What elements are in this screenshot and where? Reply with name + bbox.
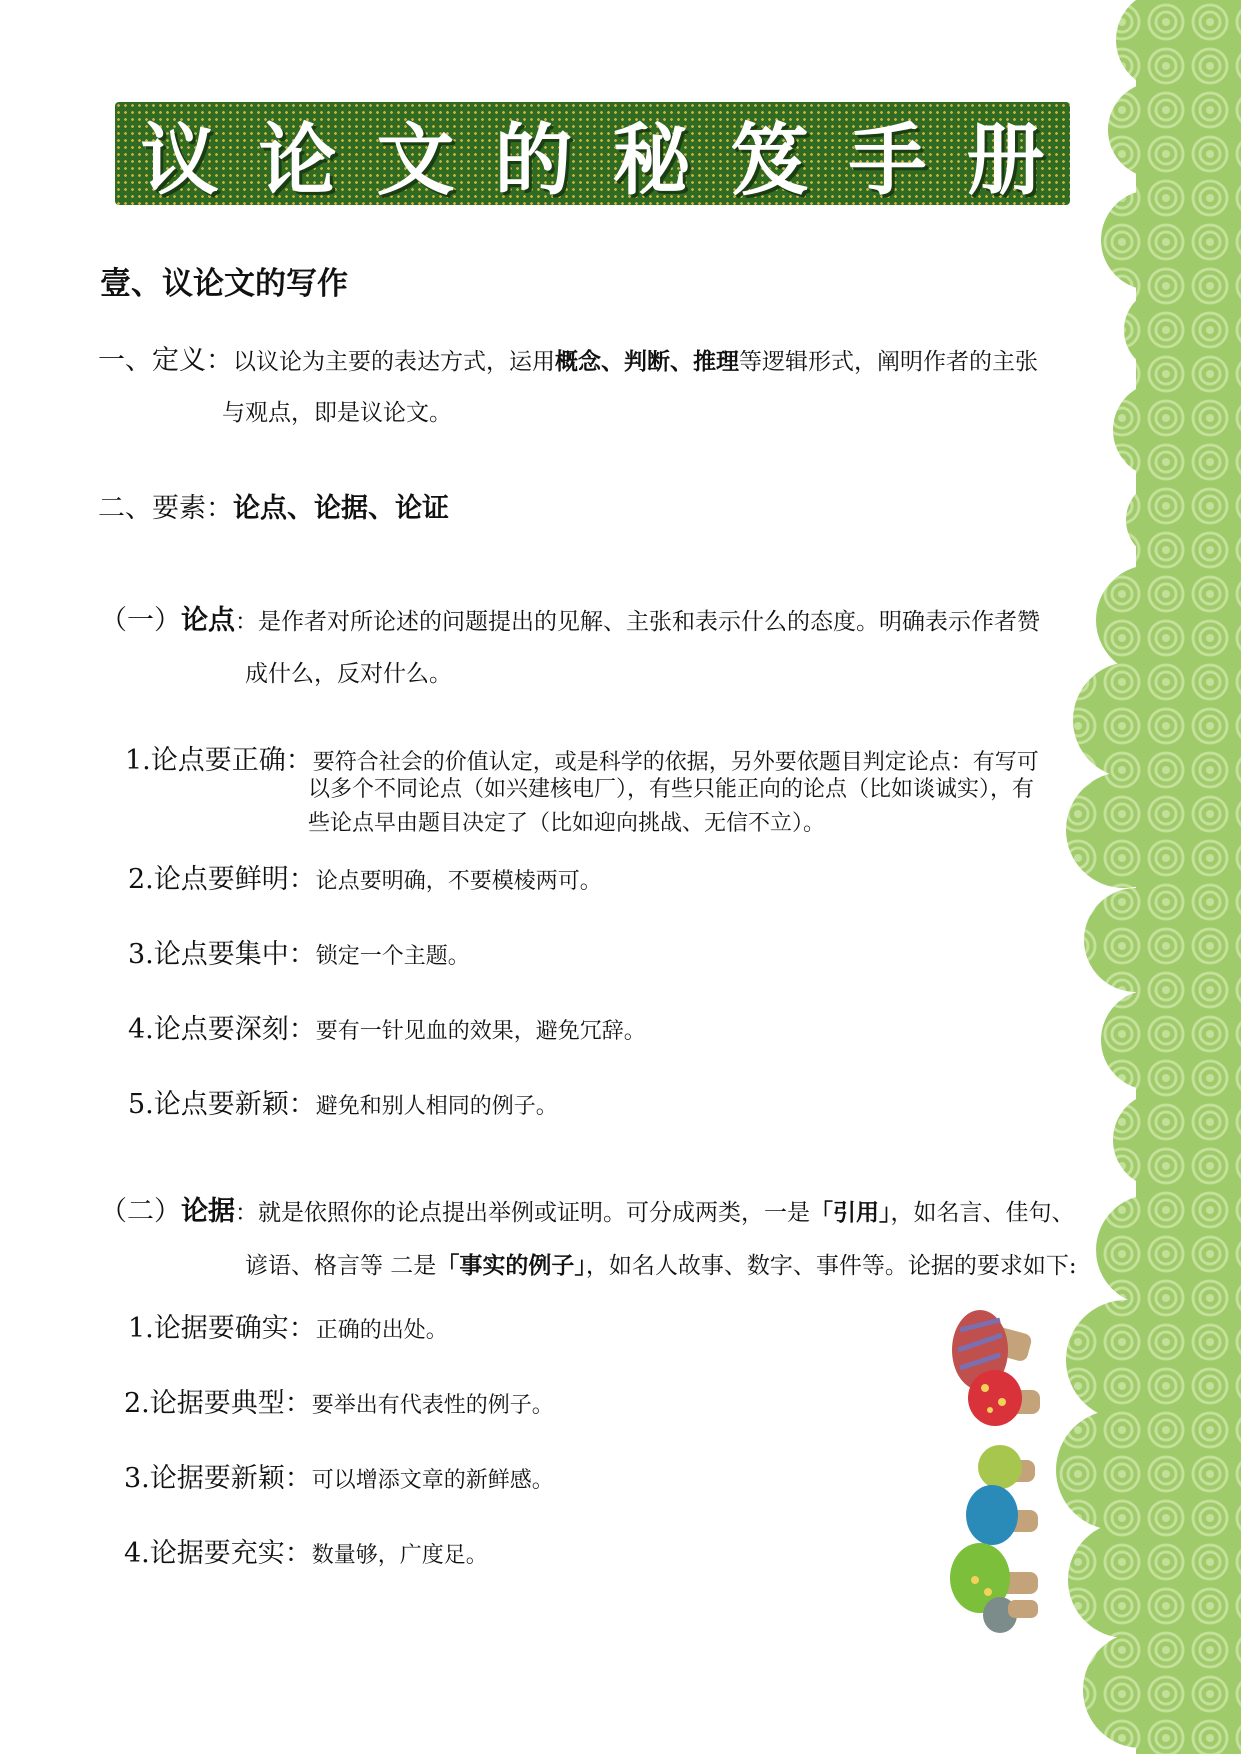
evidence-item-1 <box>128 1306 448 1345</box>
argument-item-text: 要有一针见血的效果，避免冗辞。 <box>315 1019 646 1044</box>
argument-item-text: 论点要明确，不要模棱两可。 <box>315 869 602 894</box>
evidence-line <box>100 1198 1075 1225</box>
definition-text-1: 以议论为主要的表达方式，运用 <box>233 349 555 375</box>
evidence-bold-1: 「引用」 <box>810 1200 891 1226</box>
argument-item-label: 2.论点要鲜明： <box>128 864 316 895</box>
evidence-title: 论据 <box>181 1196 235 1227</box>
foliage-border-decoration <box>1056 0 1241 1754</box>
evidence-colon: ： <box>235 1200 258 1226</box>
evidence-item-text: 数量够，广度足。 <box>311 1543 488 1568</box>
mushrooms-illustration <box>950 1310 1070 1655</box>
argument-item-1-line-2: 以多个不同论点（如兴建核电厂），有些只能正向的论点（比如谈诚实），有 <box>308 777 1035 802</box>
definition-line <box>98 347 1038 374</box>
argument-item-5 <box>128 1082 558 1121</box>
argument-item-1-line-3: 些论点早由题目决定了（比如迎向挑战、无信不立）。 <box>308 811 826 836</box>
argument-item-label: 5.论点要新颖： <box>128 1089 316 1120</box>
argument-item-text: 避免和别人相同的例子。 <box>315 1094 558 1119</box>
argument-title: 论点 <box>181 605 235 636</box>
evidence-item-3 <box>124 1456 554 1495</box>
argument-item-3 <box>128 932 470 971</box>
evidence-item-label: 1.论据要确实： <box>128 1313 316 1344</box>
evidence-item-2 <box>124 1381 554 1420</box>
evidence-text-2: ，如名言、佳句、 <box>890 1200 1075 1226</box>
elements-line <box>98 495 449 522</box>
title-banner <box>115 102 1085 206</box>
argument-line <box>100 607 1040 634</box>
argument-item-label: 1.论点要正确： <box>125 745 313 776</box>
evidence-item-label: 4.论据要充实： <box>124 1538 312 1569</box>
evidence-item-text: 要举出有代表性的例子。 <box>311 1393 554 1418</box>
definition-lead: 一、定义： <box>98 345 233 376</box>
evidence-cont-1: 谚语、格言等 二是 <box>245 1253 437 1279</box>
evidence-cont-2: ，如名人故事、数字、事件等。论据的要求如下: <box>585 1253 1077 1279</box>
argument-item-text: 要符合社会的价值认定，或是科学的依据，另外要依题目判定论点：有写可 <box>312 750 1039 775</box>
definition-bold: 概念、判断、推理 <box>555 349 739 375</box>
argument-item-2 <box>128 857 602 896</box>
elements-lead: 二、要素： <box>98 493 233 524</box>
argument-item-label: 3.论点要集中： <box>128 939 316 970</box>
evidence-item-4 <box>124 1531 488 1570</box>
evidence-continuation <box>245 1255 1077 1278</box>
argument-continuation: 成什么，反对什么。 <box>245 661 452 687</box>
argument-lead: （一） <box>100 605 181 636</box>
argument-item-label: 4.论点要深刻： <box>128 1014 316 1045</box>
evidence-item-text: 可以增添文章的新鲜感。 <box>311 1468 554 1493</box>
argument-text: 是作者对所论述的问题提出的见解、主张和表示什么的态度。明确表示作者赞 <box>258 609 1040 635</box>
evidence-item-label: 2.论据要典型： <box>124 1388 312 1419</box>
evidence-item-text: 正确的出处。 <box>315 1318 448 1343</box>
argument-item-text: 锁定一个主题。 <box>315 944 470 969</box>
definition-continuation: 与观点，即是议论文。 <box>222 400 452 426</box>
evidence-bold-2: 「事实的例子」 <box>436 1253 586 1279</box>
evidence-text-1: 就是依照你的论点提出举例或证明。可分成两类，一是 <box>258 1200 810 1226</box>
elements-bold: 论点、论据、论证 <box>233 493 449 524</box>
definition-text-2: 等逻辑形式，阐明作者的主张 <box>739 349 1038 375</box>
evidence-lead: （二） <box>100 1196 181 1227</box>
argument-item-4 <box>128 1007 646 1046</box>
page-title: 议论文的秘笈手册 <box>140 115 1085 206</box>
evidence-item-label: 3.论据要新颖： <box>124 1463 312 1494</box>
argument-colon: ： <box>235 609 258 635</box>
section-heading: 壹、议论文的写作 <box>100 266 348 302</box>
